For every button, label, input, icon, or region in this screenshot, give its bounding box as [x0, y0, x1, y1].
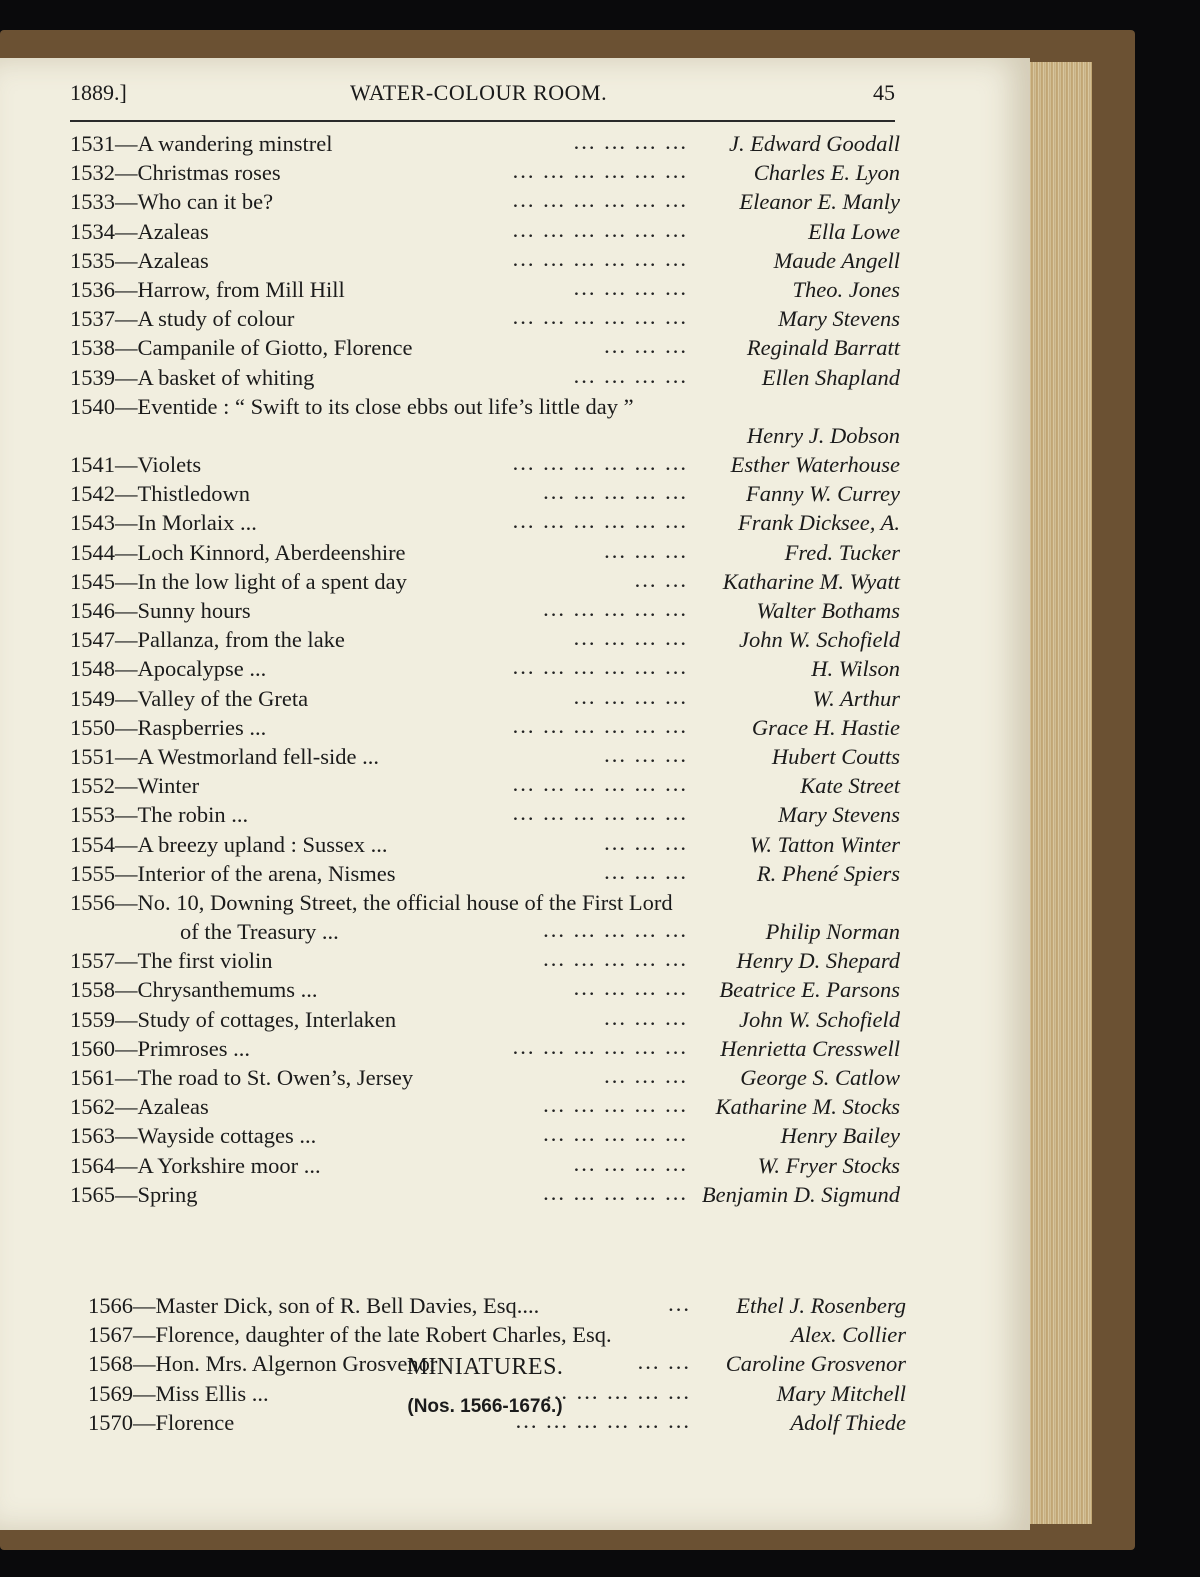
entry-artist: Hubert Coutts: [771, 743, 900, 769]
entry-leader-dots: ... ... ... ... ...: [543, 479, 688, 505]
catalogue-entry: [70, 948, 900, 977]
entry-artist: Henrietta Cresswell: [720, 1035, 900, 1061]
miniatures-range: (Nos. 1566-1676.): [407, 1396, 563, 1417]
catalogue-entry: [70, 802, 900, 831]
entry-leader-dots: ... ... ... ...: [573, 129, 688, 154]
entry-artist: H. Wilson: [811, 656, 900, 682]
entry-artist: Benjamin D. Sigmund: [701, 1181, 900, 1207]
entry-title: 1548—Apocalypse ...: [70, 656, 267, 682]
entry-leader-dots: ... ... ...: [604, 829, 688, 855]
page-number: 45: [873, 80, 895, 105]
entry-leader-dots: ... ... ... ...: [573, 683, 688, 709]
entry-leader-dots: ... ... ... ... ... ...: [512, 1033, 688, 1059]
catalogue-entry: [88, 1351, 906, 1380]
catalogue-entry: [70, 537, 900, 569]
entry-artist: Ellen Shapland: [761, 364, 900, 390]
entry-leader-dots: ... ... ... ... ...: [543, 946, 688, 972]
entry-title: 1532—Christmas roses: [70, 160, 281, 186]
running-header: [70, 80, 895, 114]
entry-leader-dots: ... ... ... ...: [573, 975, 688, 1001]
entry-title: 1570—Florence: [88, 1409, 235, 1435]
entry-title: 1565—Spring: [70, 1181, 198, 1207]
entry-title: 1558—Chrysanthemums ...: [70, 977, 318, 1003]
catalogue-entry: [70, 598, 900, 627]
entry-title: 1534—Azaleas: [70, 218, 209, 244]
entry-artist: Fred. Tucker: [784, 539, 900, 565]
miniatures-heading: MINIATURES.: [406, 1354, 564, 1380]
entry-leader-dots: ... ... ... ... ... ...: [515, 1407, 691, 1433]
entry-leader-dots: ... ... ...: [604, 333, 688, 359]
entry-title: 1538—Campanile of Giotto, Florence: [70, 335, 413, 361]
entry-leader-dots: ... ... ... ... ...: [546, 1378, 691, 1404]
entry-artist: Adolf Thiede: [790, 1409, 906, 1435]
entry-leader-dots: ... ... ... ... ... ...: [512, 771, 688, 797]
entry-title: 1563—Wayside cottages ...: [70, 1123, 317, 1149]
entry-artist: Ella Lowe: [808, 218, 900, 244]
entry-artist: Katharine M. Stocks: [715, 1094, 900, 1120]
page-edges: [1030, 62, 1092, 1524]
entry-leader-dots: ... ... ...: [604, 1004, 688, 1030]
entry-title: 1564—A Yorkshire moor ...: [70, 1152, 321, 1178]
entry-artist: W. Arthur: [812, 685, 900, 711]
catalogue-entry: [70, 829, 900, 861]
entry-artist: Esther Waterhouse: [730, 452, 900, 478]
entry-title: 1557—The first violin: [70, 948, 273, 974]
entry-title: 1554—A breezy upland : Sussex ...: [70, 831, 388, 857]
entry-leader-dots: ... ... ... ... ...: [543, 596, 688, 621]
catalogue-entry: [70, 1179, 900, 1211]
catalogue-entry: [70, 245, 900, 277]
entry-leader-dots: ... ... ... ... ...: [543, 1092, 688, 1118]
entry-title: 1541—Violets: [70, 452, 202, 478]
entry-leader-dots: ... ... ... ... ... ...: [512, 508, 688, 534]
entry-leader-dots: ... ... ... ...: [573, 625, 688, 651]
entry-artist: Beatrice E. Parsons: [719, 977, 900, 1003]
catalogue-entry: [88, 1407, 906, 1439]
entry-leader-dots: ... ... ... ...: [573, 1150, 688, 1176]
catalogue-entry: [70, 216, 900, 248]
catalogue-entry: [70, 1004, 900, 1036]
catalogue-entry: [70, 362, 900, 394]
catalogue-entry: [70, 683, 900, 715]
entry-title: 1536—Harrow, from Mill Hill: [70, 276, 345, 302]
entry-artist: W. Tatton Winter: [749, 831, 900, 857]
entry-leader-dots: ... ... ...: [604, 741, 688, 767]
entry-artist: Grace H. Hastie: [751, 714, 900, 740]
entry-title: 1556—No. 10, Downing Street, the official house of the First Lord: [70, 889, 673, 915]
entry-leader-dots: ... ... ... ... ... ...: [512, 800, 688, 826]
entry-leader-dots: ... ... ... ... ... ...: [512, 304, 688, 330]
entry-leader-dots: ... ... ...: [604, 1063, 688, 1088]
entry-leader-dots: ... ... ... ... ...: [543, 917, 688, 943]
entry-leader-dots: ... ...: [637, 1349, 691, 1375]
entry-title: 1531—A wandering minstrel: [70, 131, 333, 156]
entry-title: 1559—Study of cottages, Interlaken: [70, 1006, 397, 1032]
entry-title: 1543—In Morlaix ...: [70, 510, 257, 536]
entry-artist: Mary Mitchell: [776, 1380, 906, 1406]
entry-leader-dots: ...: [668, 1291, 691, 1316]
entry-title: 1567—Florence, daughter of the late Robert Charles, Esq.: [88, 1322, 612, 1348]
entry-leader-dots: ... ... ... ... ...: [543, 1121, 688, 1147]
entry-artist: Walter Bothams: [756, 598, 900, 623]
entry-title: 1553—The robin ...: [70, 802, 249, 828]
entry-title: 1568—Hon. Mrs. Algernon Grosvenor: [88, 1351, 438, 1377]
catalogue-entry: [70, 890, 900, 919]
entry-title: 1560—Primroses ...: [70, 1035, 250, 1061]
catalogue-entry: [70, 1150, 900, 1182]
entry-leader-dots: ... ... ...: [604, 858, 688, 884]
catalogue-entry: [70, 566, 900, 598]
catalogue-entry: [70, 741, 900, 773]
entry-artist: Alex. Collier: [791, 1322, 906, 1348]
entry-artist: Eleanor E. Manly: [739, 189, 900, 215]
catalogue-entry: [70, 306, 900, 335]
entry-leader-dots: ... ... ... ... ... ...: [512, 187, 688, 213]
entry-leader-dots: ... ... ... ... ... ...: [512, 158, 688, 184]
entry-artist: Henry Bailey: [780, 1123, 900, 1149]
entry-artist: John W. Schofield: [738, 1006, 900, 1032]
entry-artist: Kate Street: [800, 773, 900, 799]
entry-artist: R. Phené Spiers: [756, 860, 900, 886]
entry-artist: W. Fryer Stocks: [757, 1152, 900, 1178]
entry-artist: Maude Angell: [773, 247, 900, 273]
catalogue-entry: [70, 160, 900, 189]
entry-leader-dots: ... ... ... ... ... ...: [512, 712, 688, 738]
entry-title: 1547—Pallanza, from the lake: [70, 627, 345, 653]
entry-leader-dots: ... ...: [634, 566, 688, 592]
entry-artist: Philip Norman: [765, 919, 900, 945]
entry-artist: J. Edward Goodall: [728, 131, 900, 156]
entry-title: 1537—A study of colour: [70, 306, 295, 332]
entry-title: 1569—Miss Ellis ...: [88, 1380, 269, 1406]
catalogue-entry: [70, 773, 900, 802]
entry-title: 1566—Master Dick, son of R. Bell Davies, Esq....: [88, 1293, 540, 1318]
catalogue-entry: [70, 712, 900, 744]
entry-artist: Caroline Grosvenor: [725, 1351, 906, 1377]
entry-artist: George S. Catlow: [740, 1065, 900, 1090]
entry-artist: Fanny W. Currey: [746, 481, 900, 507]
entry-artist: Mary Stevens: [778, 802, 900, 828]
catalogue-entry: [70, 394, 900, 423]
header-rule: [70, 120, 895, 122]
entry-title: 1540—Eventide : “ Swift to its close ebbs out life’s little day ”: [70, 393, 634, 419]
entry-title: 1533—Who can it be?: [70, 189, 274, 215]
catalogue-entry: [88, 1322, 906, 1351]
entry-title: 1552—Winter: [70, 773, 200, 799]
entry-title: of the Treasury ...: [180, 919, 339, 945]
entry-artist: Charles E. Lyon: [753, 160, 900, 186]
catalogue-entry: [70, 1094, 900, 1123]
catalogue-entry: [70, 1065, 900, 1094]
entry-title: 1545—In the low light of a spent day: [70, 568, 407, 594]
header-title: WATER-COLOUR ROOM.: [350, 80, 608, 105]
header-year: 1889.]: [70, 80, 127, 105]
entry-title: 1544—Loch Kinnord, Aberdeenshire: [70, 539, 406, 565]
catalogue-entry: [70, 335, 900, 364]
entry-artist: Mary Stevens: [778, 306, 900, 332]
entry-artist: Reginald Barratt: [746, 335, 900, 361]
entry-leader-dots: ... ... ...: [604, 537, 688, 563]
entry-artist: Theo. Jones: [792, 276, 900, 302]
catalogue-entry: [70, 274, 900, 306]
catalogue-entry: [70, 919, 900, 948]
catalogue-entry: [70, 1123, 900, 1152]
catalogue-entry: [70, 656, 900, 685]
entry-title: 1562—Azaleas: [70, 1094, 209, 1120]
entry-artist: Ethel J. Rosenberg: [736, 1293, 906, 1318]
entry-leader-dots: ... ... ... ...: [573, 362, 688, 388]
catalogue-entry: [70, 977, 900, 1006]
entry-leader-dots: ... ... ... ... ... ...: [512, 216, 688, 242]
entry-title: 1535—Azaleas: [70, 247, 209, 273]
entry-title: 1551—A Westmorland fell-side ...: [70, 743, 379, 769]
catalogue-entry: [70, 189, 900, 218]
entry-artist: Frank Dicksee, A.: [737, 510, 900, 536]
catalogue-entry: [70, 858, 900, 890]
catalogue-entry: [70, 423, 900, 452]
entry-title: 1555—Interior of the arena, Nismes: [70, 860, 396, 886]
entry-leader-dots: ... ... ... ... ... ...: [512, 245, 688, 271]
catalogue-entry: [88, 1378, 906, 1410]
entry-title: 1539—A basket of whiting: [70, 364, 315, 390]
entry-artist: Henry J. Dobson: [746, 422, 900, 448]
entry-artist: Henry D. Shepard: [736, 948, 900, 974]
entry-title: 1549—Valley of the Greta: [70, 685, 309, 711]
entry-leader-dots: ... ... ... ... ...: [543, 1179, 688, 1205]
catalogue-entry: [88, 1293, 906, 1322]
entry-title: 1542—Thistledown: [70, 481, 250, 507]
entry-leader-dots: ... ... ... ...: [573, 274, 688, 300]
entry-artist: Katharine M. Wyatt: [722, 568, 900, 594]
catalogue-entry: [70, 627, 900, 656]
entry-title: 1561—The road to St. Owen’s, Jersey: [70, 1065, 414, 1090]
entry-leader-dots: ... ... ... ... ... ...: [512, 450, 688, 476]
catalogue-entry: [70, 1033, 900, 1065]
entry-artist: John W. Schofield: [738, 627, 900, 653]
entry-leader-dots: ... ... ... ... ... ...: [512, 654, 688, 680]
catalogue-entry: [70, 510, 900, 539]
catalogue-entry: [70, 481, 900, 510]
miniatures-list: [88, 1293, 906, 1439]
entry-title: 1550—Raspberries ...: [70, 714, 267, 740]
entry-title: 1546—Sunny hours: [70, 598, 251, 623]
catalogue-entry: [70, 452, 900, 481]
catalogue-entry: [70, 131, 900, 160]
